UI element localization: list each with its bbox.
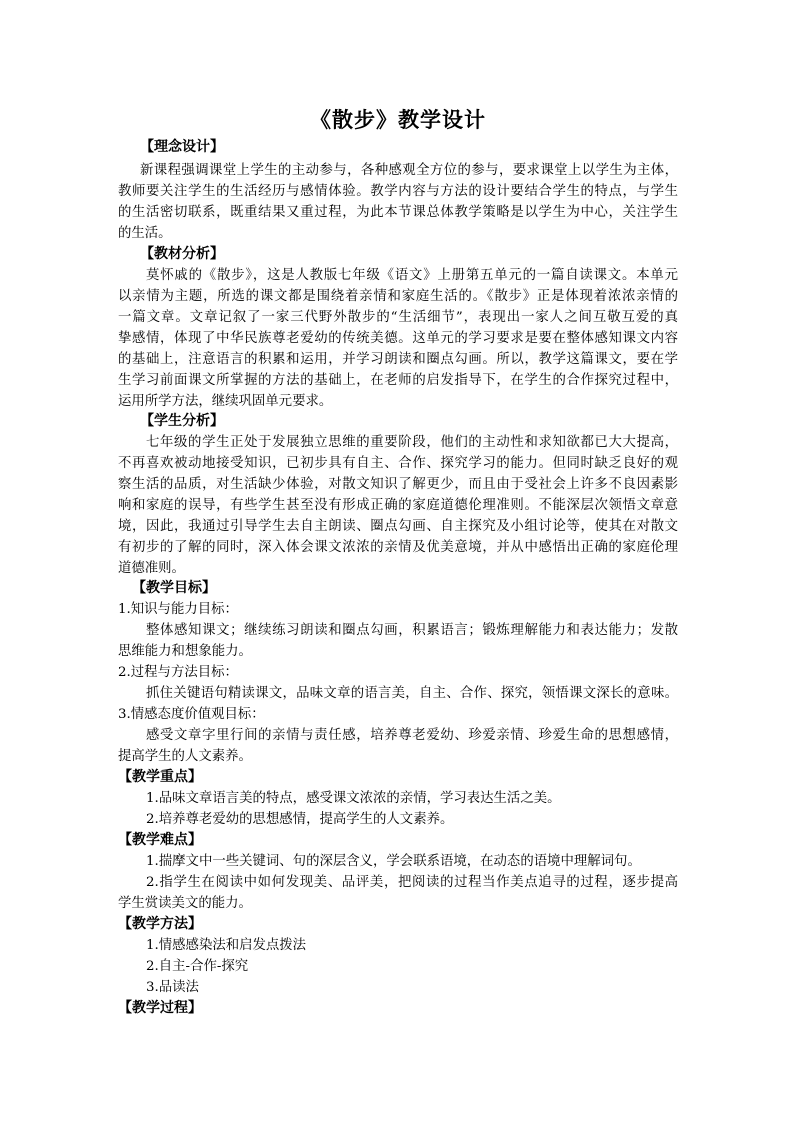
heading-material: 【教材分析】 xyxy=(140,246,224,262)
goal-label: 2.过程与方法目标： xyxy=(118,665,238,680)
paragraph-line: 七年级的学生正处于发展独立思维的重要阶段，他们的主动性和求知欲都已大大提高， xyxy=(146,435,678,450)
paragraph-line: 运用所学方法，继续巩固单元要求。 xyxy=(118,394,333,409)
document-title: 《散步》教学设计 xyxy=(310,107,486,132)
paragraph-line: 提高学生的人文素养。 xyxy=(118,749,252,764)
heading-students: 【学生分析】 xyxy=(140,413,224,429)
heading-key: 【教学重点】 xyxy=(118,769,202,785)
list-item: 2.自主-合作-探究 xyxy=(146,959,249,974)
list-item: 1.品味文章语言美的特点，感受课文浓浓的亲情，学习表达生活之美。 xyxy=(146,791,561,806)
paragraph-line: 响和家庭的误导，有些学生甚至没有形成正确的家庭道德伦理准则。不能深层次领悟文章意 xyxy=(118,498,678,513)
list-item: 2.培养尊老爱幼的思想感情，提高学生的人文素养。 xyxy=(146,812,454,827)
goal-label: 3.情感态度价值观目标： xyxy=(118,707,265,722)
paragraph-line: 境，因此，我通过引导学生去自主朗读、圈点勾画、自主探究及小组讨论等，使其在对散文 xyxy=(118,519,678,534)
paragraph-line: 整体感知课文；继续练习朗读和圈点勾画，积累语言；锻炼理解能力和表达能力；发散 xyxy=(146,623,678,638)
heading-idea: 【理念设计】 xyxy=(140,139,224,155)
paragraph-line: 生学习前面课文所掌握的方法的基础上，在老师的启发指导下，在学生的合作探究过程中， xyxy=(118,373,678,388)
paragraph-line: 感受文章字里行间的亲情与责任感，培养尊老爱幼、珍爱亲情、珍爱生命的思想感情， xyxy=(146,728,678,743)
paragraph-line: 思维能力和想象能力。 xyxy=(118,644,252,659)
paragraph-line: 的基础上，注意语言的积累和运用，并学习朗读和圈点勾画。所以，教学这篇课文，要在学 xyxy=(118,352,678,367)
paragraph-line: 新课程强调课堂上学生的主动参与，各种感观全方位的参与，要求课堂上以学生为主体， xyxy=(140,163,678,178)
paragraph-line: 抓住关键语句精读课文，品味文章的语言美，自主、合作、探究，领悟课文深长的意味。 xyxy=(146,686,678,701)
paragraph-line: 有初步的了解的同时，深入体会课文浓浓的亲情及优美意境，并从中感悟出正确的家庭伦理 xyxy=(118,540,678,555)
paragraph-line: 的生活。 xyxy=(118,226,172,241)
goal-label: 1.知识与能力目标： xyxy=(118,602,238,617)
paragraph-line: 一篇文章。文章记叙了一家三代野外散步的“生活细节”，表现出一家人之间互敬互爱的真 xyxy=(118,310,678,325)
list-item: 3.品读法 xyxy=(146,980,199,995)
paragraph-line: 莫怀戚的《散步》，这是人教版七年级《语文》上册第五单元的一篇自读课文。本单元 xyxy=(146,268,678,283)
paragraph-line: 的生活密切联系，既重结果又重过程，为此本节课总体教学策略是以学生为中心，关注学生 xyxy=(118,205,678,220)
paragraph-line: 道德准则。 xyxy=(118,561,185,576)
paragraph-line: 学生赏读美文的能力。 xyxy=(118,896,252,911)
list-item: 1.揣摩文中一些关键词、句的深层含义，学会联系语境，在动态的语境中理解词句。 xyxy=(146,854,641,869)
list-item: 1.情感感染法和启发点拨法 xyxy=(146,938,307,953)
list-item: 2.指学生在阅读中如何发现美、品评美，把阅读的过程当作美点追寻的过程，逐步提高 xyxy=(146,875,678,890)
heading-method: 【教学方法】 xyxy=(118,916,202,932)
heading-process: 【教学过程】 xyxy=(118,1000,202,1016)
heading-difficult: 【教学难点】 xyxy=(118,832,202,848)
heading-goals: 【教学目标】 xyxy=(132,580,216,596)
paragraph-line: 察生活的品质，对生活缺少体验，对散文知识了解更少，而且由于受社会上许多不良因素影 xyxy=(118,477,678,492)
paragraph-line: 不再喜欢被动地接受知识，已初步具有自主、合作、探究学习的能力。但同时缺乏良好的观 xyxy=(118,456,678,471)
paragraph-line: 挚感情，体现了中华民族尊老爱幼的传统美德。这单元的学习要求是要在整体感知课文内容 xyxy=(118,331,678,346)
paragraph-line: 以亲情为主题，所选的课文都是围绕着亲情和家庭生活的。《散步》正是体现着浓浓亲情的 xyxy=(118,289,678,304)
paragraph-line: 教师要关注学生的生活经历与感情体验。教学内容与方法的设计要结合学生的特点，与学生 xyxy=(118,184,678,199)
